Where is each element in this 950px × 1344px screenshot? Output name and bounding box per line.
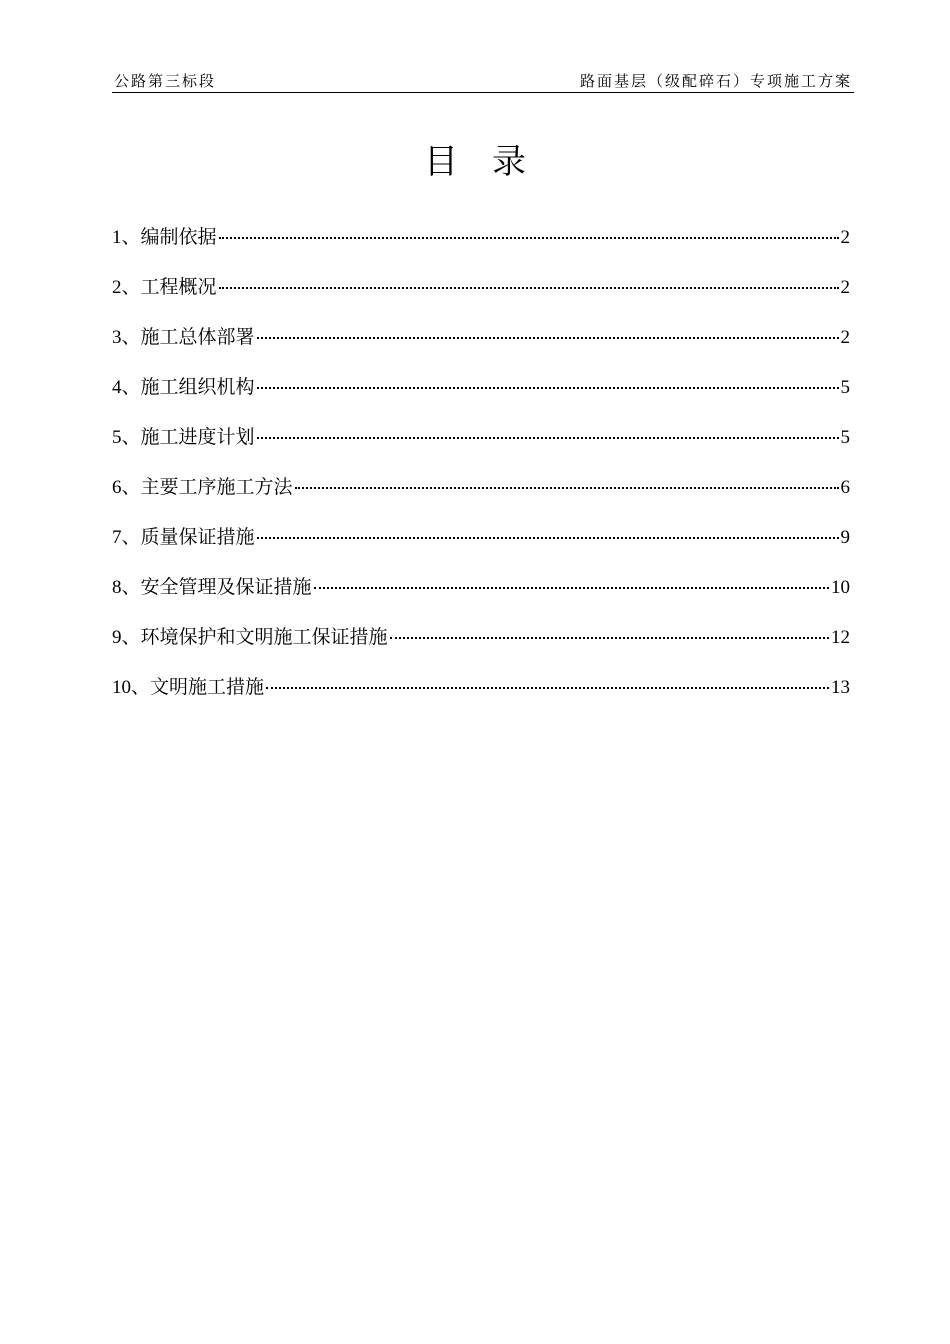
toc-dot-leader: [257, 387, 839, 389]
toc-entry[interactable]: [112, 222, 850, 272]
toc-entry-label: 1、编制依据: [112, 227, 217, 248]
toc-entry-page: 13: [831, 677, 850, 698]
toc-entry-label: 3、施工总体部署: [112, 327, 255, 348]
toc-entry-label: 5、施工进度计划: [112, 427, 255, 448]
toc-entry-label: 4、施工组织机构: [112, 377, 255, 398]
toc-entry[interactable]: [112, 322, 850, 372]
toc-dot-leader: [219, 237, 839, 239]
toc-dot-leader: [295, 487, 839, 489]
toc-entry-page: 2: [840, 327, 850, 348]
toc-entry-page: 10: [831, 577, 850, 598]
toc-entry-label: 7、质量保证措施: [112, 527, 255, 548]
header-project-name: 公路第三标段: [114, 72, 217, 90]
toc-entry[interactable]: [112, 472, 850, 522]
page-header: [112, 68, 854, 93]
toc-entry-label: 9、环境保护和文明施工保证措施: [112, 627, 388, 648]
toc-entry[interactable]: [112, 672, 850, 722]
toc-dot-leader: [257, 437, 839, 439]
toc-entry-page: 2: [840, 277, 850, 298]
toc-entry-label: 10、文明施工措施: [112, 677, 265, 698]
toc-entry-page: 5: [840, 427, 850, 448]
toc-entry[interactable]: [112, 622, 850, 672]
toc-dot-leader: [257, 337, 839, 339]
toc-entry-page: 2: [840, 227, 850, 248]
header-document-title: 路面基层（级配碎石）专项施工方案: [579, 72, 852, 90]
toc-list: [112, 222, 850, 722]
toc-dot-leader: [257, 537, 839, 539]
toc-entry-page: 6: [840, 477, 850, 498]
toc-entry-label: 6、主要工序施工方法: [112, 477, 293, 498]
toc-entry[interactable]: [112, 572, 850, 622]
toc-entry-page: 12: [831, 627, 850, 648]
toc-entry-label: 2、工程概况: [112, 277, 217, 298]
toc-entry-label: 8、安全管理及保证措施: [112, 577, 312, 598]
toc-entry[interactable]: [112, 272, 850, 322]
toc-entry[interactable]: [112, 422, 850, 472]
toc-dot-leader: [390, 637, 829, 639]
toc-dot-leader: [314, 587, 829, 589]
toc-entry[interactable]: [112, 522, 850, 572]
toc-title: 目录: [424, 142, 560, 182]
toc-entry-page: 9: [840, 527, 850, 548]
toc-entry-page: 5: [840, 377, 850, 398]
toc-entry[interactable]: [112, 372, 850, 422]
toc-dot-leader: [219, 287, 839, 289]
toc-dot-leader: [266, 687, 829, 689]
